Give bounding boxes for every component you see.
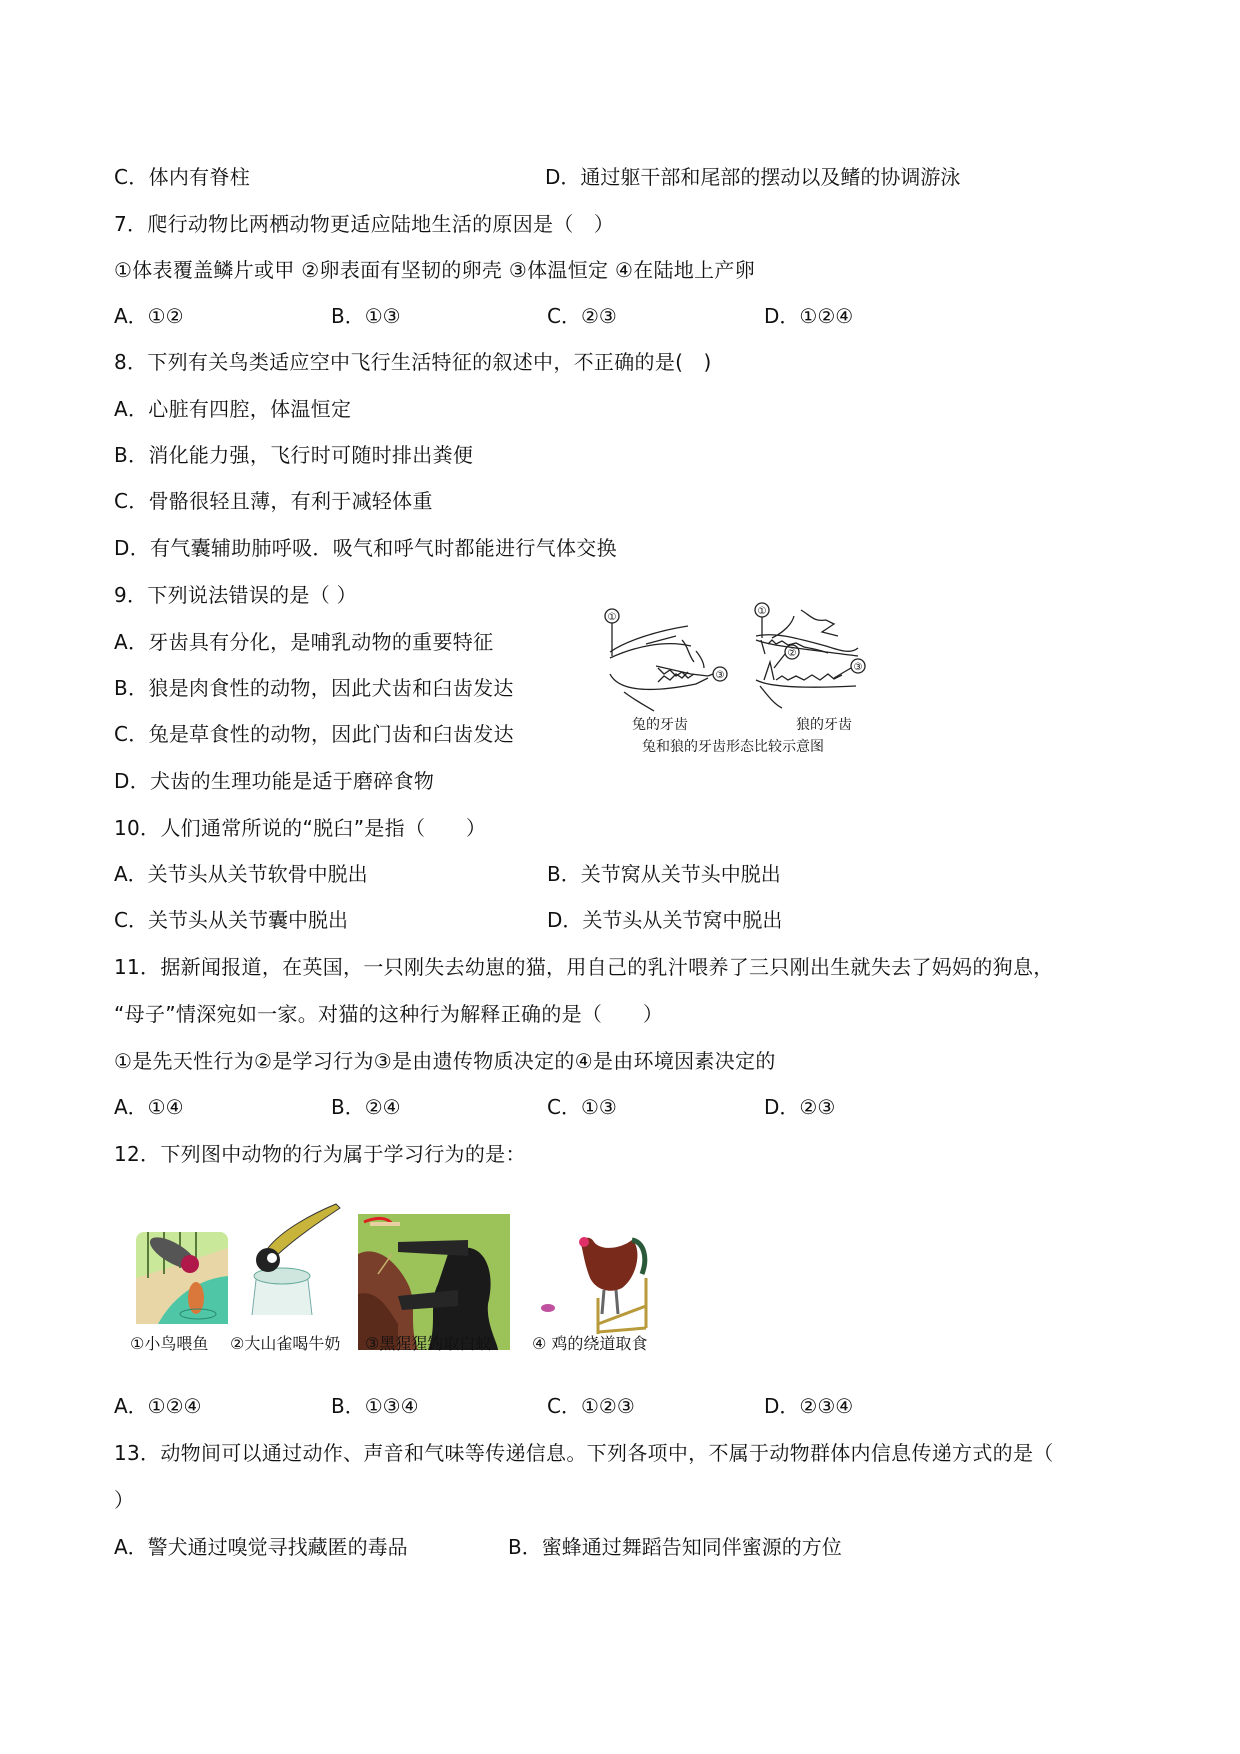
rabbit-teeth-label: 兔的牙齿 (632, 717, 688, 733)
picture-caption-3: ③黑猩猩钓取白蚁 (365, 1334, 492, 1353)
q10-option-d: D．关节头从关节窝中脱出 (547, 908, 783, 932)
q10-stem: 10．人们通常所说的“脱臼”是指（ ） (114, 816, 487, 840)
q13-stem-line2: ） (114, 1488, 135, 1512)
q10-option-b: B．关节窝从关节头中脱出 (547, 862, 781, 886)
svg-text:①: ① (607, 612, 617, 623)
rooster-detour-feeding-image (532, 1228, 652, 1338)
q11-option-c: C．①③ (547, 1095, 617, 1119)
svg-text:③: ③ (715, 670, 725, 681)
q8-option-c: C．骨骼很轻且薄，有利于减轻体重 (114, 489, 433, 513)
q7-option-c: C．②③ (547, 304, 617, 328)
q7-statements: ①体表覆盖鳞片或甲 ②卵表面有坚韧的卵壳 ③体温恒定 ④在陆地上产卵 (114, 258, 755, 282)
q6-option-c: C．体内有脊柱 (114, 165, 251, 189)
svg-text:①: ① (757, 606, 767, 617)
picture-caption-1: ①小鸟喂鱼 (130, 1334, 209, 1353)
q12-option-b: B．①③④ (331, 1394, 419, 1418)
svg-text:②: ② (787, 648, 797, 659)
q11-option-a: A．①④ (114, 1095, 184, 1119)
q9-option-b: B．狼是肉食性的动物，因此犬齿和臼齿发达 (114, 676, 514, 700)
q12-option-c: C．①②③ (547, 1394, 635, 1418)
bird-feeding-fish-image (128, 1218, 238, 1328)
teeth-diagram-icon (596, 596, 886, 726)
q9-stem: 9．下列说法错误的是（ ） (114, 583, 357, 607)
q12-option-d: D．②③④ (764, 1394, 854, 1418)
q8-option-b: B．消化能力强，飞行时可随时排出粪便 (114, 443, 474, 467)
svg-text:③: ③ (853, 662, 863, 673)
q9-option-c: C．兔是草食性的动物，因此门齿和臼齿发达 (114, 722, 514, 746)
q7-option-d: D．①②④ (764, 304, 854, 328)
teeth-comparison-figure (596, 596, 886, 756)
q7-option-a: A．①② (114, 304, 184, 328)
q11-statements: ①是先天性行为②是学习行为③是由遗传物质决定的④是由环境因素决定的 (114, 1049, 776, 1073)
q10-option-a: A．关节头从关节软骨中脱出 (114, 862, 368, 886)
q12-stem: 12．下列图中动物的行为属于学习行为的是： (114, 1142, 526, 1166)
wolf-teeth-label: 狼的牙齿 (796, 717, 852, 733)
q11-stem-line2: “母子”情深宛如一家。对猫的这种行为解释正确的是（ ） (114, 1002, 664, 1026)
q7-option-b: B．①③ (331, 304, 401, 328)
q6-option-d: D．通过躯干部和尾部的摆动以及鳍的协调游泳 (545, 165, 961, 189)
q7-stem: 7．爬行动物比两栖动物更适应陆地生活的原因是（ ） (114, 212, 615, 236)
q11-stem-line1: 11．据新闻报道，在英国，一只刚失去幼崽的猫，用自己的乳汁喂养了三只刚出生就失去了妈妈的狗息， (114, 955, 1054, 979)
q8-stem: 8．下列有关鸟类适应空中飞行生活特征的叙述中，不正确的是( ) (114, 350, 712, 374)
tit-drinking-milk-image (232, 1200, 342, 1320)
q13-option-a: A．警犬通过嗅觉寻找藏匿的毒品 (114, 1535, 408, 1559)
q9-option-a: A．牙齿具有分化，是哺乳动物的重要特征 (114, 630, 494, 654)
q11-option-d: D．②③ (764, 1095, 836, 1119)
teeth-figure-caption: 兔和狼的牙齿形态比较示意图 (642, 739, 824, 755)
picture-caption-2: ②大山雀喝牛奶 (230, 1334, 341, 1353)
q13-option-b: B．蜜蜂通过舞蹈告知同伴蜜源的方位 (508, 1535, 842, 1559)
q9-option-d: D．犬齿的生理功能是适于磨碎食物 (114, 769, 435, 793)
q10-option-c: C．关节头从关节囊中脱出 (114, 908, 348, 932)
chimpanzee-fishing-termites-image (358, 1214, 510, 1350)
q8-option-a: A．心脏有四腔，体温恒定 (114, 397, 352, 421)
q13-stem-line1: 13．动物间可以通过动作、声音和气味等传递信息。下列各项中，不属于动物群体内信息传递方式的是（ (114, 1441, 1054, 1465)
behavior-pictures (122, 1200, 662, 1353)
q12-option-a: A．①②④ (114, 1394, 202, 1418)
q8-option-d: D．有气囊辅助肺呼吸．吸气和呼气时都能进行气体交换 (114, 536, 617, 560)
picture-caption-4: ④ 鸡的绕道取食 (532, 1334, 648, 1353)
q11-option-b: B．②④ (331, 1095, 401, 1119)
